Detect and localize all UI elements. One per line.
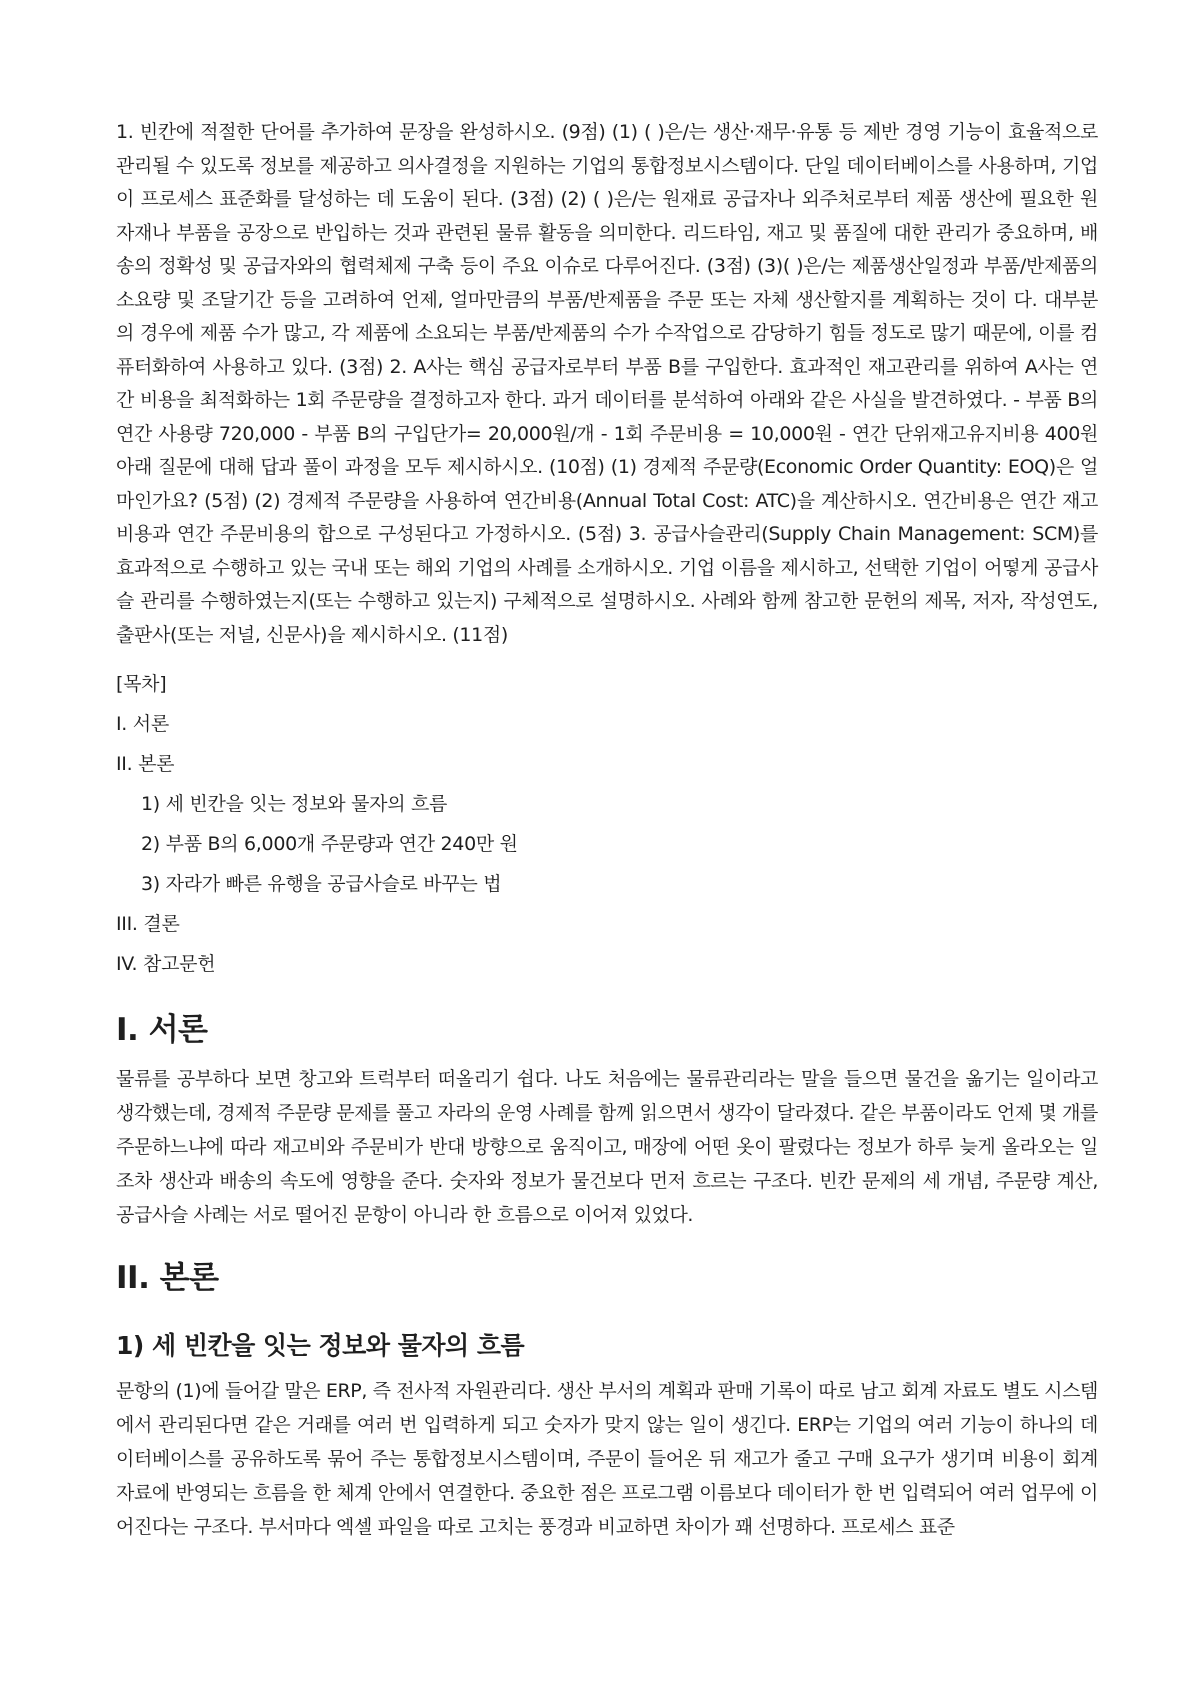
document-page bbox=[116, 116, 1098, 1544]
assignment-question: 1. 빈칸에 적절한 단어를 추가하여 문장을 완성하시오. (9점) (1) ( )은/는 생산·재무·유통 등 제반 경영 기능이 효율적으로 관리될 수 있도록 정보를 제공하고 의사결정을 지원하는 기업의 통합정보시스템이다. 단일 데이터베이스를 사용하며, 기업이 프로세스 표준화를 달성하는 데 도움이 된다. (3점) (2) ( )은/는 원재료 공급자나 외주처로부터 제품 생산에 필요한 원자재나 부품을 공장으로 반입하는 것과 관련된 물류 활동을 의미한다. 리드타임, 재고 및 품질에 대한 관리가 중요하며, 배송의 정확성 및 공급자와의 협력체제 구축 등이 주요 이슈로 다루어진다. (3점) (3)( )은/는 제품생산일정과 부품/반제품의 소요량 및 조달기간 등을 고려하여 언제, 얼마만큼의 부품/반제품을 주문 또는 자체 생산할지를 계획하는 것이 다. 대부분의 경우에 제품 수가 많고, 각 제품에 소요되는 부품/반제품의 수가 수작업으로 감당하기 힘들 정도로 많기 때문에, 이를 컴퓨터화하여 사용하고 있다. (3점) 2. A사는 핵심 공급자로부터 부품 B를 구입한다. 효과적인 재고관리를 위하여 A사는 연간 비용을 최적화하는 1회 주문량을 결정하고자 한다. 과거 데이터를 분석하여 아래와 같은 사실을 발견하였다. - 부품 B의 연간 사용량 720,000 - 부품 B의 구입단가= 20,000원/개 - 1회 주문비용 = 10,000원 - 연간 단위재고유지비용 400원 아래 질문에 대해 답과 풀이 과정을 모두 제시하시오. (10점) (1) 경제적 주문량(Economic Order Quantity: EOQ)은 얼마인가요? (5점) (2) 경제적 주문량을 사용하여 연간비용(Annual Total Cost: ATC)을 계산하시오. 연간비용은 연간 재고비용과 연간 주문비용의 합으로 구성된다고 가정하시오. (5점) 3. 공급사슬관리(Supply Chain Management: SCM)를 효과적으로 수행하고 있는 국내 또는 해외 기업의 사례를 소개하시오. 기업 이름을 제시하고, 선택한 기업이 어떻게 공급사슬 관리를 수행하였는지(또는 수행하고 있는지) 구체적으로 설명하시오. 사례와 함께 참고한 문헌의 제목, 저자, 작성연도, 출판사(또는 저널, 신문사)을 제시하시오. (11점) bbox=[116, 121, 1098, 646]
body-subsection-1-paragraph: 문항의 (1)에 들어갈 말은 ERP, 즉 전사적 자원관리다. 생산 부서의 계획과 판매 기록이 따로 남고 회계 자료도 별도 시스템에서 관리된다면 같은 거래를 여러 번 입력하게 되고 숫자가 맞지 않는 일이 생긴다. ERP는 기업의 여러 기능이 하나의 데이터베이스를 공유하도록 묶어 주는 통합정보시스템이며, 주문이 들어온 뒤 재고가 줄고 구매 요구가 생기며 비용이 회계 자료에 반영되는 흐름을 한 체계 안에서 연결한다. 중요한 점은 프로그램 이름보다 데이터가 한 번 입력되어 여러 업무에 이어진다는 구조다. 부서마다 엑셀 파일을 따로 고치는 풍경과 비교하면 차이가 꽤 선명하다. 프로세스 표준 bbox=[116, 1380, 1098, 1538]
introduction-paragraph: 물류를 공부하다 보면 창고와 트럭부터 떠올리기 쉽다. 나도 처음에는 물류관리라는 말을 들으면 물건을 옮기는 일이라고 생각했는데, 경제적 주문량 문제를 풀고 자라의 운영 사례를 함께 읽으면서 생각이 달라졌다. 같은 부품이라도 언제 몇 개를 주문하느냐에 따라 재고비와 주문비가 반대 방향으로 움직이고, 매장에 어떤 옷이 팔렸다는 정보가 하루 늦게 올라오는 일조차 생산과 배송의 속도에 영향을 준다. 숫자와 정보가 물건보다 먼저 흐르는 구조다. 빈칸 문제의 세 개념, 주문량 계산, 공급사슬 사례는 서로 떨어진 문항이 아니라 한 흐름으로 이어져 있었다. bbox=[116, 1068, 1098, 1226]
body-subsection-1-heading: 1) 세 빈칸을 잇는 정보와 물자의 흐름 bbox=[116, 1331, 525, 1360]
toc-item-body-2: 2) 부품 B의 6,000개 주문량과 연간 240만 원 bbox=[141, 833, 518, 855]
toc-item-body: II. 본론 bbox=[116, 753, 175, 775]
toc-item-body-1: 1) 세 빈칸을 잇는 정보와 물자의 흐름 bbox=[141, 793, 448, 815]
table-of-contents bbox=[116, 664, 1098, 984]
body-heading: II. 본론 bbox=[116, 1260, 219, 1296]
toc-heading: [목차] bbox=[116, 673, 167, 695]
introduction-heading: I. 서론 bbox=[116, 1012, 208, 1048]
toc-item-conclusion: III. 결론 bbox=[116, 913, 180, 935]
toc-item-introduction: I. 서론 bbox=[116, 713, 169, 735]
toc-item-references: IV. 참고문헌 bbox=[116, 953, 216, 975]
toc-item-body-3: 3) 자라가 빠른 유행을 공급사슬로 바꾸는 법 bbox=[141, 873, 502, 895]
